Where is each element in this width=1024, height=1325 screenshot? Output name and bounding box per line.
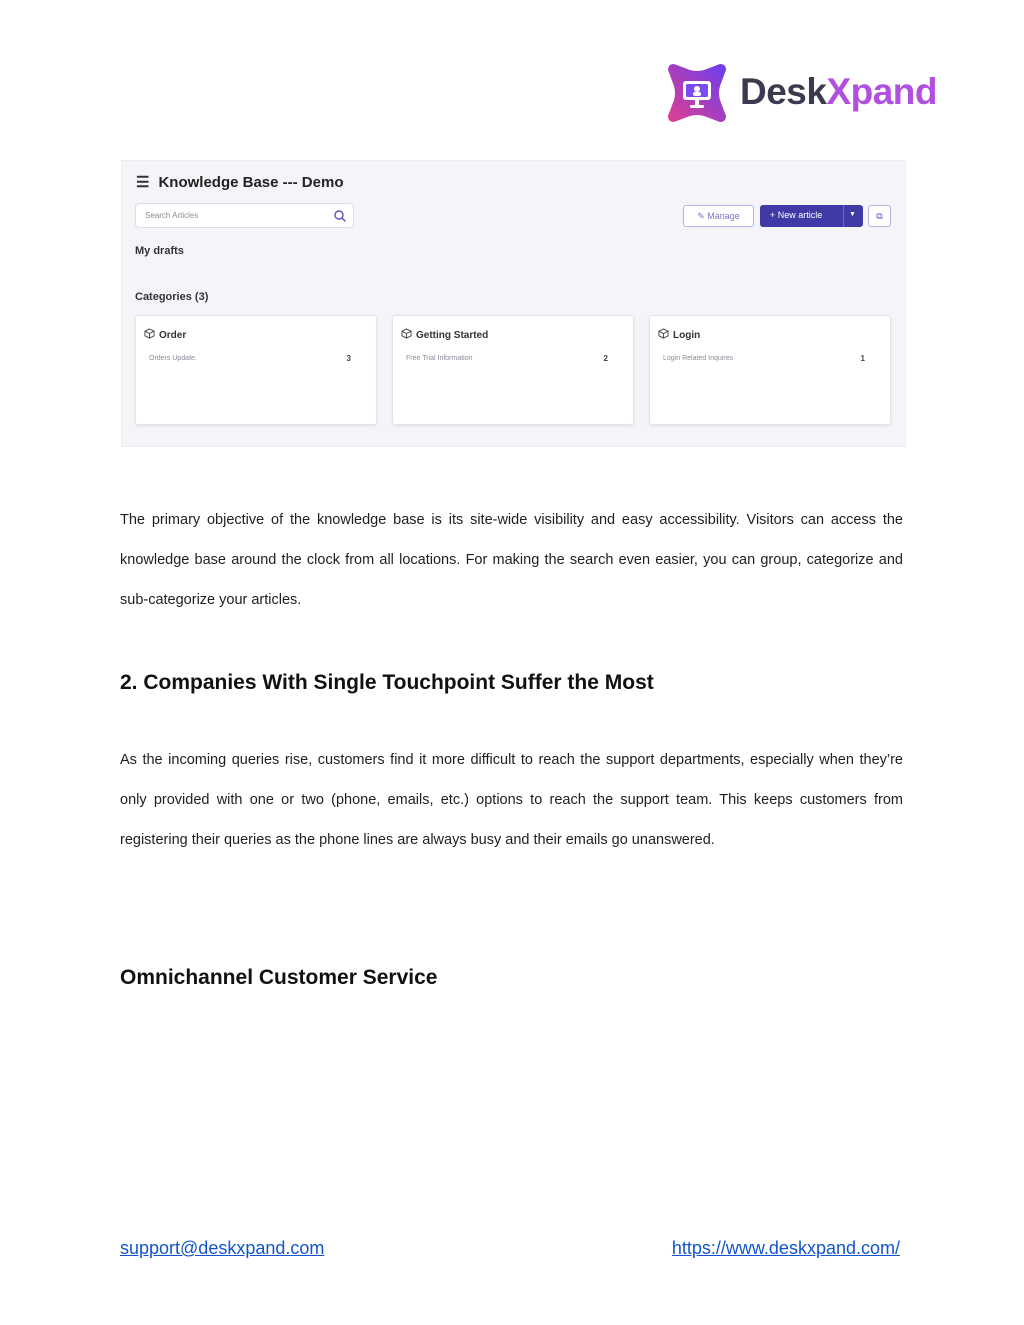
category-title [658,328,700,341]
logo-wordmark [740,71,937,113]
external-link-icon: ⧉ [876,211,883,221]
category-description: Login Related Inquires [663,355,734,362]
category-card-login[interactable] [649,315,891,425]
hamburger-menu-icon[interactable]: ☰ [136,174,150,191]
category-article-count: 3 [346,354,351,363]
paragraph-knowledge-base: The primary objective of the knowledge base is its site-wide visibility and easy accessibility. Visitors can access the knowledge base around the clock from all locations. For making the search even easier, you can group, categorize and sub-categorize your articles. [120,512,903,608]
external-link-button[interactable] [868,205,891,227]
section-heading-2: 2. Companies With Single Touchpoint Suffer the Most [120,671,654,694]
search-articles-input[interactable] [135,203,354,228]
category-title [401,328,488,341]
category-title [144,328,186,341]
split-divider [843,205,844,227]
my-drafts-heading[interactable]: My drafts [135,245,184,257]
category-name: Getting Started [416,330,489,341]
category-article-count: 2 [603,354,608,363]
category-name: Login [673,330,701,341]
knowledge-base-screenshot [121,160,906,447]
category-card-order[interactable] [135,315,377,425]
cube-icon [144,328,155,339]
footer-email-link[interactable]: support@deskxpand.com [120,1238,325,1258]
cube-icon [658,328,669,339]
cube-icon [401,328,412,339]
logo-wordmark-desk: Desk [740,71,827,112]
manage-button[interactable] [683,205,754,227]
kb-page-title [136,173,343,191]
manage-button-label: Manage [707,211,740,221]
deskxpand-logo [664,60,944,128]
category-description: Free Trial Information [406,355,473,362]
new-article-button[interactable] [760,205,863,227]
category-article-count: 1 [860,354,865,363]
category-description: Orders Update. [149,355,197,362]
plus-icon: + [770,210,776,220]
new-article-label: New article [777,210,823,220]
kb-title-text: Knowledge Base --- Demo [158,174,344,191]
categories-heading: Categories (3) [135,291,209,303]
search-icon[interactable] [333,209,347,223]
footer-website-link[interactable]: https://www.deskxpand.com/ [671,1238,900,1258]
pencil-icon: ✎ [697,211,705,221]
chevron-down-icon[interactable]: ▼ [849,211,856,218]
section-heading-omnichannel: Omnichannel Customer Service [120,966,438,989]
category-card-getting-started[interactable] [392,315,634,425]
logo-wordmark-xpand: Xpand [826,71,938,112]
paragraph-single-touchpoint: As the incoming queries rise, customers find it more difficult to reach the support departments, especially when they’re only provided with one or two (phone, emails, etc.) options to reach the support team. This keeps customers from registering their queries as the phone lines are always busy and their emails go unanswered. [120,752,903,848]
category-name: Order [159,330,187,341]
deskxpand-logo-icon [664,60,730,126]
search-placeholder: Search Articles [145,211,199,220]
